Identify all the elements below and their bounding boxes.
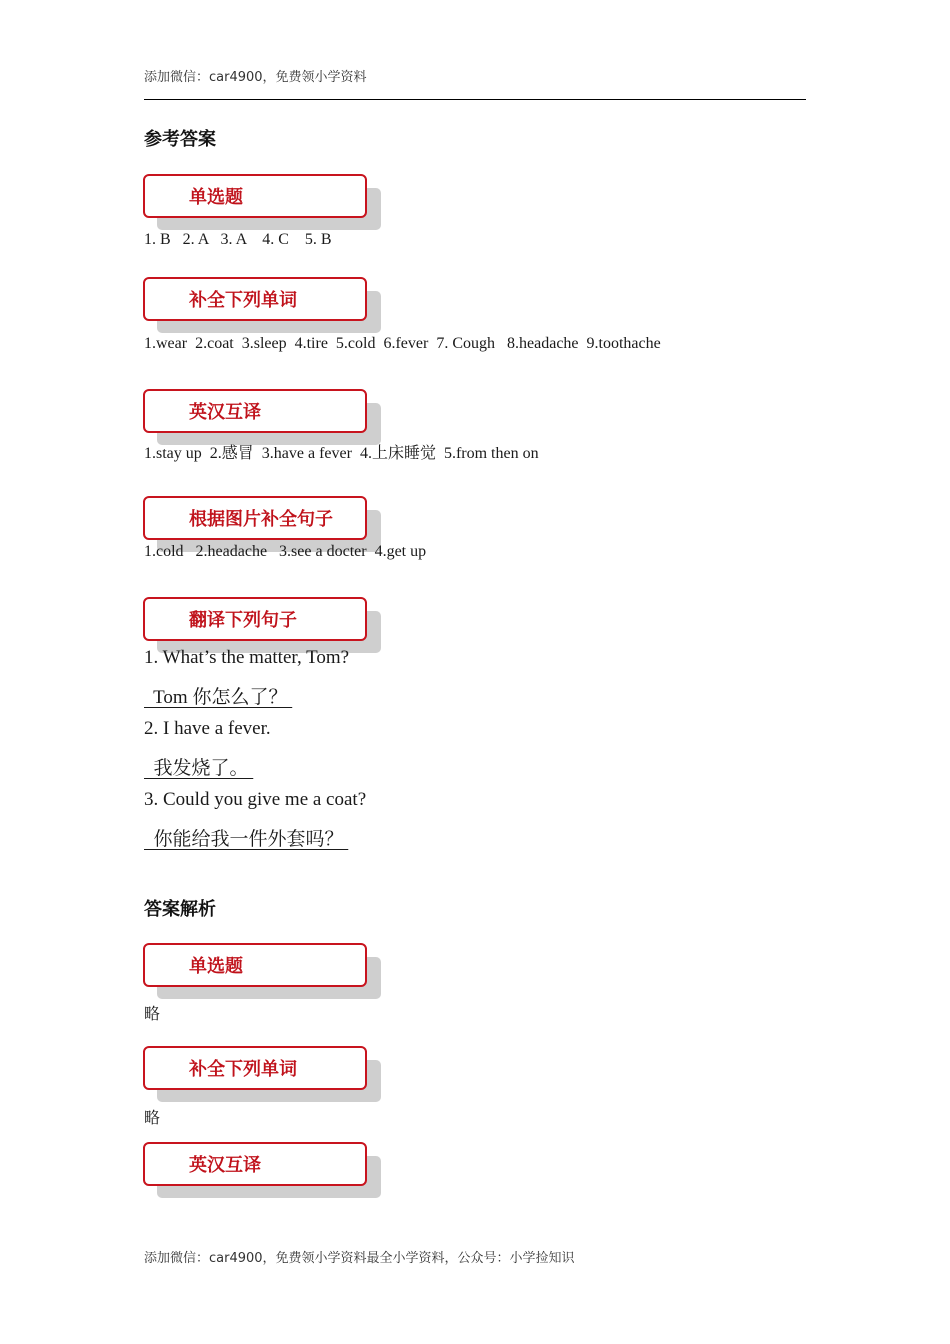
translate-question: 2. I have a fever. — [144, 718, 271, 739]
section-label-en-zh — [143, 389, 367, 433]
section-label-picture — [143, 496, 367, 540]
section-label-text: 单选题 — [189, 187, 243, 208]
section-label-text: 补全下列单词 — [189, 290, 297, 311]
page-header-text: 添加微信：car4900，免费领小学资料 — [144, 70, 367, 85]
translate-answer: Tom 你怎么了？ — [144, 687, 293, 708]
picture-answers: 1.cold 2.headache 3.see a docter 4.get up — [144, 543, 427, 560]
analysis-fill-words-text: 略 — [144, 1110, 161, 1127]
section-label-translate — [143, 597, 367, 641]
reference-answers-title: 参考答案 — [144, 129, 216, 150]
analysis-label-fill-words — [143, 1046, 367, 1090]
fill-words-answers: 1.wear 2.coat 3.sleep 4.tire 5.cold 6.fever 7. Cough 8.headache 9.toothache — [144, 335, 661, 352]
analysis-mcq-text: 略 — [144, 1006, 161, 1023]
translate-answer: 我发烧了。 — [144, 758, 254, 779]
section-label-text: 单选题 — [189, 956, 243, 977]
section-label-text: 根据图片补全句子 — [189, 509, 333, 530]
translate-question: 1. What’s the matter, Tom? — [144, 647, 350, 668]
page-footer-text: 添加微信：car4900，免费领小学资料最全小学资料，公众号：小学捡知识 — [144, 1251, 575, 1266]
section-label-text: 翻译下列句子 — [189, 610, 297, 631]
analysis-label-en-zh — [143, 1142, 367, 1186]
mcq-answers: 1. B 2. A 3. A 4. C 5. B — [144, 231, 332, 248]
header-divider — [144, 99, 806, 100]
section-label-text: 英汉互译 — [189, 402, 261, 423]
answer-analysis-title: 答案解析 — [144, 899, 216, 920]
section-label-mcq — [143, 174, 367, 218]
en-zh-answers: 1.stay up 2.感冒 3.have a fever 4.上床睡觉 5.from then on — [144, 445, 539, 462]
translate-question: 3. Could you give me a coat? — [144, 789, 367, 810]
analysis-label-mcq — [143, 943, 367, 987]
translate-answer: 你能给我一件外套吗？ — [144, 829, 349, 850]
section-label-text: 补全下列单词 — [189, 1059, 297, 1080]
section-label-fill-words — [143, 277, 367, 321]
section-label-text: 英汉互译 — [189, 1155, 261, 1176]
